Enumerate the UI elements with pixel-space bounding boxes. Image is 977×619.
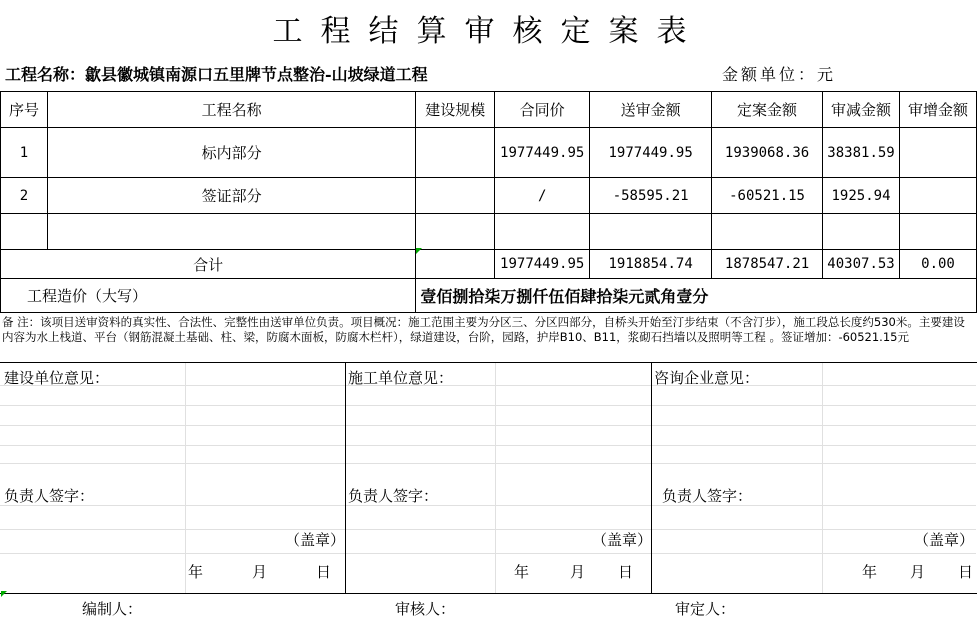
amount-unit xyxy=(722,62,833,85)
contractor-year: 年 xyxy=(514,563,530,581)
consultant-opinion-label: 咨询企业意见： xyxy=(654,369,760,387)
header-cell: 审增金额 xyxy=(900,92,977,128)
total-decrease: 40307.53 xyxy=(823,250,900,279)
row-contract xyxy=(495,214,590,250)
cost-row xyxy=(1,279,977,313)
cost-daxie: 壹佰捌拾柒万捌仟伍佰肆拾柒元贰角壹分 xyxy=(416,279,977,313)
total-row xyxy=(1,250,977,279)
total-contract: 1977449.95 xyxy=(495,250,590,279)
consultant-day: 日 xyxy=(958,563,974,581)
header-cell: 审减金额 xyxy=(823,92,900,128)
header-cell: 合同价 xyxy=(495,92,590,128)
contractor-panel xyxy=(346,363,652,593)
contractor-seal: （盖章） xyxy=(592,531,653,549)
row-contract: 1977449.95 xyxy=(495,128,590,178)
header-cell: 建设规模 xyxy=(416,92,495,128)
row-no xyxy=(1,214,48,250)
row-scale xyxy=(416,128,495,178)
row-scale xyxy=(416,214,495,250)
header-cell: 工程名称 xyxy=(47,92,415,128)
construction-unit-opinion-label: 建设单位意见： xyxy=(4,369,110,387)
row-submitted xyxy=(590,214,712,250)
table-row xyxy=(1,128,977,178)
project-name xyxy=(5,62,428,85)
page-title: 工程结算审核定案表 xyxy=(272,14,705,49)
construction-month: 月 xyxy=(252,563,268,581)
cell-marker-icon xyxy=(416,248,422,254)
opinions-section xyxy=(0,362,977,594)
consultant-month: 月 xyxy=(910,563,926,581)
header-cell: 定案金额 xyxy=(712,92,823,128)
row-increase xyxy=(900,178,977,214)
approver-label: 审定人： xyxy=(675,600,736,618)
row-scale xyxy=(416,178,495,214)
consultant-seal: （盖章） xyxy=(914,531,975,549)
header-cell: 送审金额 xyxy=(590,92,712,128)
construction-unit-panel xyxy=(0,363,346,593)
row-approved xyxy=(712,214,823,250)
total-submitted: 1918854.74 xyxy=(590,250,712,279)
row-decrease: 38381.59 xyxy=(823,128,900,178)
row-no: 1 xyxy=(1,128,48,178)
total-label: 合计 xyxy=(1,250,416,279)
row-submitted: -58595.21 xyxy=(590,178,712,214)
cell-marker-icon xyxy=(1,591,7,597)
total-increase: 0.00 xyxy=(900,250,977,279)
row-approved: 1939068.36 xyxy=(712,128,823,178)
amount-unit-label: 金额单位： xyxy=(722,65,818,84)
construction-sign-label: 负责人签字： xyxy=(4,487,95,505)
row-decrease: 1925.94 xyxy=(823,178,900,214)
row-no: 2 xyxy=(1,178,48,214)
row-increase xyxy=(900,214,977,250)
table-header-row xyxy=(1,92,977,128)
construction-day: 日 xyxy=(316,563,332,581)
remarks: 备 注：该项目送审资料的真实性、合法性、完整性由送审单位负责。项目概况：施工范围主要为分区三、分区四部分，自桥头开始至汀步结束（不含汀步），施工段总长度约530米。主要建设内容为水上栈道、平台（钢筋混凝土基础、柱、梁，防腐木面板，防腐木栏杆），绿道建设，台阶，园路，护岸B10、B11，浆砌石挡墙以及照明等工程 。签证增加：-60521.15元 xyxy=(2,315,965,344)
row-name xyxy=(47,214,415,250)
contractor-sign-label: 负责人签字： xyxy=(348,487,439,505)
project-name-label: 工程名称： xyxy=(5,65,86,84)
construction-year: 年 xyxy=(188,563,204,581)
cost-label: 工程造价（大写） xyxy=(1,279,416,313)
consultant-panel xyxy=(652,363,976,593)
compiler-label: 编制人： xyxy=(82,600,143,618)
consultant-sign-label: 负责人签字： xyxy=(662,487,753,505)
project-name-value: 歙县徽城镇南源口五里牌节点整治-山坡绿道工程 xyxy=(85,65,428,84)
row-approved: -60521.15 xyxy=(712,178,823,214)
row-contract: / xyxy=(495,178,590,214)
amount-unit-value: 元 xyxy=(817,65,834,84)
total-scale xyxy=(416,250,495,279)
row-increase xyxy=(900,128,977,178)
reviewer-label: 审核人： xyxy=(395,600,456,618)
row-submitted: 1977449.95 xyxy=(590,128,712,178)
contractor-opinion-label: 施工单位意见： xyxy=(348,369,454,387)
table-row xyxy=(1,178,977,214)
row-decrease xyxy=(823,214,900,250)
settlement-table xyxy=(0,91,977,313)
table-row xyxy=(1,214,977,250)
total-approved: 1878547.21 xyxy=(712,250,823,279)
row-name: 签证部分 xyxy=(47,178,415,214)
contractor-month: 月 xyxy=(570,563,586,581)
header-cell: 序号 xyxy=(1,92,48,128)
consultant-year: 年 xyxy=(862,563,878,581)
row-name: 标内部分 xyxy=(47,128,415,178)
construction-seal: （盖章） xyxy=(285,531,346,549)
contractor-day: 日 xyxy=(618,563,634,581)
